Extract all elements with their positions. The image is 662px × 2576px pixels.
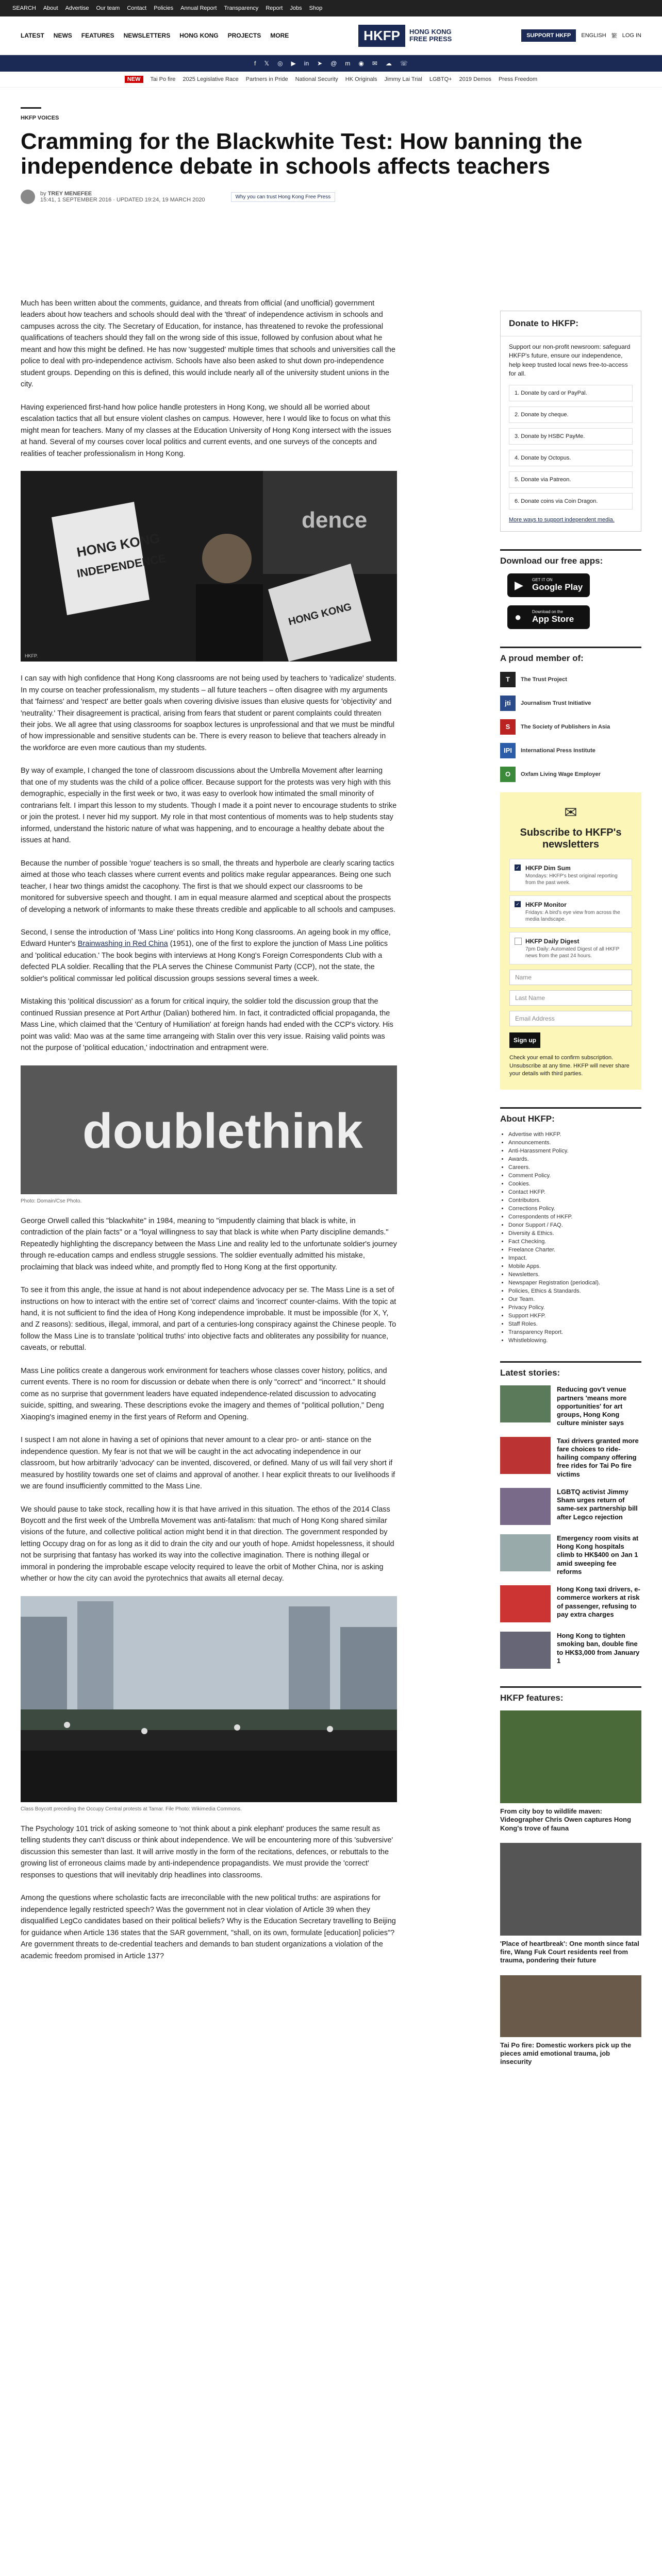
- paragraph: By way of example, I changed the tone of classroom discussions about the Umbrella Movement after learning that one of my students was the child of a police officer. Because support for the protests was very high with this demographic, especially in the first week or two, it was easy to overlook how intimated the small minority of contrarians felt. I impart this lesson to my students. Though I made it a point never to encourage students to strike or join the protest. I never hid my support. My role in that most contentious of moments was to help students stay informed, understand the historic nature of what was happening, and to encourage a healthy debate about the issues at hand.: [21, 767, 397, 845]
- member-org[interactable]: O Oxfam Living Wage Employer: [500, 767, 641, 782]
- article-title: Cramming for the Blackwhite Test: How banning the independence debate in schools affects teachers: [21, 129, 583, 179]
- latest-title: Latest stories:: [500, 1361, 641, 1378]
- about-link[interactable]: • Privacy Policy.: [508, 1304, 641, 1311]
- youtube-icon[interactable]: ▶: [291, 60, 296, 67]
- jobs-link[interactable]: Jobs: [290, 5, 302, 11]
- donate-option[interactable]: 3. Donate by HSBC PayMe.: [509, 428, 633, 445]
- donate-option[interactable]: 4. Donate by Octopus.: [509, 450, 633, 466]
- donate-title: Donate to HKFP:: [501, 311, 641, 336]
- about-link[interactable]: • Fact Checking.: [508, 1239, 641, 1245]
- nav-features[interactable]: FEATURES: [81, 32, 114, 39]
- story-thumbnail: [500, 1385, 551, 1422]
- apple-icon: ●: [515, 610, 522, 623]
- photo-caption: Class Boycott preceding the Occupy Central protests at Tamar. File Photo: Wikimedia Commons.: [21, 1806, 242, 1812]
- newsletter-option[interactable]: ✓ HKFP Monitor Fridays: A bird's eye view from across the media landscape.: [509, 895, 632, 928]
- member-org[interactable]: S The Society of Publishers in Asia: [500, 719, 641, 735]
- feature-image: [500, 1975, 641, 2037]
- threads-icon[interactable]: @: [330, 60, 337, 67]
- advertise-link[interactable]: Advertise: [65, 5, 89, 11]
- donate-intro: Support our non-profit newsroom: safeguard HKFP's future, ensure our independence, help keep trusted local news free-to-access for all.: [509, 343, 631, 378]
- trending-tags: [0, 72, 662, 88]
- paragraph: Mistaking this 'political discussion' as a forum for critical inquiry, the soldier told the discussion group that the continued Russian presence at Port Arthur (Dalian) bothered him. In fact, it contradicted official propaganda, the Mass Line, which claimed that the 'Century of Humiliation' at foreign hands had ended with the CCP's victory. His point was valid: Mao was at the same time arrangeing with Stalin over this very issue. Raising valid points was not the purpose of 'political education,' indoctrination and entrapment were.: [21, 997, 393, 1053]
- tag-link[interactable]: National Security: [295, 76, 338, 82]
- newsletter-option[interactable]: HKFP Daily Digest 7pm Daily: Automated Digest of all HKFP news from the past 24 hours.: [509, 932, 632, 964]
- doublethink-photo: [21, 1065, 397, 1194]
- mail-icon: ✉: [564, 804, 577, 821]
- about-link[interactable]: • Diversity & Ethics.: [508, 1230, 641, 1236]
- photo-credit: HKFP.: [25, 653, 38, 659]
- tag-link[interactable]: Press Freedom: [498, 76, 538, 82]
- ipi-icon: IPI: [500, 743, 516, 758]
- nav-hong-kong[interactable]: HONG KONG: [179, 32, 219, 39]
- checkbox-icon[interactable]: ✓: [515, 865, 521, 871]
- transparency-link[interactable]: Transparency: [224, 5, 259, 11]
- signup-button[interactable]: Sign up: [509, 1032, 540, 1048]
- paragraph: We should pause to take stock, recalling how it is that have arrived in this situation. The ethos of the 2014 Class Boycott and the first week of the Umbrella Movement was anti-fatalism: that much of Hong Kong shared similar visions of the future, and collective political action might bend it in that direction. The government responded by letting Occupy drag on for as long as it did to drain the city and our youth of hope. Amidst hopelessness, it should not be surprising that fantasy has worked its way into the collective imagination. There is nothing illegal or immoral in pondering the improbable escape velocity required to leave the orbit of Mother China, nor is asking whether or how the city can avoid the pyrotechnics that awaits all eternal decay.: [21, 1505, 394, 1583]
- about-link[interactable]: • Awards.: [508, 1156, 641, 1162]
- doublethink-photo-art: [21, 1065, 397, 1194]
- name-field[interactable]: Name: [509, 970, 632, 985]
- nav-more[interactable]: MORE: [270, 32, 289, 39]
- support-button[interactable]: SUPPORT HKFP: [521, 29, 576, 42]
- paragraph: The Psychology 101 trick of asking someone to 'not think about a pink elephant' produces the same result as telling students they can't discuss or think about independence. We will be encountering more of this 'subversive' discussion this semester than last. It will arrive mostly in the form of the recitations, defences, or rebuttals to the growing list of erroneous claims made by anti-independence propagandists. We must provide the 'correct' responses to questions that will inevitably drip headlines into classrooms.: [21, 1824, 393, 1879]
- about-link[interactable]: • Cookies.: [508, 1181, 641, 1187]
- nav-newsletters[interactable]: NEWSLETTERS: [123, 32, 171, 39]
- story-thumbnail: [500, 1585, 551, 1622]
- donate-option[interactable]: 6. Donate coins via Coin Dragon.: [509, 493, 633, 510]
- report-link[interactable]: Report: [266, 5, 283, 11]
- masthead: [0, 16, 662, 55]
- about-link[interactable]: • Corrections Policy.: [508, 1206, 641, 1212]
- features-title: HKFP features:: [500, 1686, 641, 1703]
- paragraph: I can say with high confidence that Hong Kong classrooms are not being used by teachers to 'radicalize' students. In my course on teacher professionalism, my students – all future teachers – often disagree with my arguments that 'fairness' and 'respect' are better goals when covering divisive issues than elusive quests for 'objectivity' and 'neutrality.' Their disagreement is practical, arising from fears that student or parent complaints could threaten their jobs. We all agree that using classrooms for soapbox lectures is unprofessional and that we must be mindful of how impressionable and sensitive students can be. There is every reason to believe that teachers already in the workforce are even more cautious than my students.: [21, 674, 396, 752]
- nav-latest[interactable]: LATEST: [21, 32, 44, 39]
- tag-link[interactable]: 2019 Demos: [459, 76, 491, 82]
- about-link[interactable]: • Staff Roles.: [508, 1321, 641, 1327]
- instagram-icon[interactable]: ◎: [277, 60, 283, 67]
- utility-bar: [0, 0, 662, 16]
- about-link[interactable]: • Newsletters.: [508, 1272, 641, 1278]
- subscribe-title: Subscribe to HKFP's newsletters: [520, 826, 622, 850]
- tag-link[interactable]: HK Originals: [345, 76, 377, 82]
- language-english[interactable]: ENGLISH: [581, 32, 606, 39]
- about-link[interactable]: • Comment Policy.: [508, 1173, 641, 1179]
- contact-link[interactable]: Contact: [127, 5, 147, 11]
- nav-projects[interactable]: PROJECTS: [227, 32, 261, 39]
- story-thumbnail: [500, 1534, 551, 1571]
- tag-link[interactable]: 2025 Legislative Race: [183, 76, 239, 82]
- subscribe-note: Check your email to confirm subscription. Unsubscribe at any time. HKFP will never share your details with third parties.: [509, 1054, 630, 1077]
- more-ways-link[interactable]: More ways to support independent media.: [509, 516, 615, 523]
- donate-options: [509, 385, 633, 510]
- paragraph: George Orwell called this "blackwhite" in 1984, meaning to "impudently claiming that black is white, in contradiction of the plain facts" or a "loyal willingness to say that black is white when Party discipline demands." Repeatedly highlighting the discrepancy between the Mass Line and reality led to the unfortunate soldier's journey through re-education camps and endless struggle sessions. The soldier eventually admitted his mistake, proclaiming that black was indeed white, and promptly fled to Hong Kong at the first opportunity.: [21, 1216, 397, 1272]
- protest-photo-art: [21, 471, 397, 662]
- policies-link[interactable]: Policies: [154, 5, 174, 11]
- latest-story[interactable]: Hong Kong taxi drivers, e-commerce workers at risk of passenger, refusing to pay extra charges: [500, 1585, 641, 1622]
- about-link[interactable]: • Newspaper Registration (periodical).: [508, 1280, 641, 1286]
- svg-text:HONG KONG: HONG KONG: [75, 530, 161, 560]
- about-link[interactable]: • Advertise with HKFP.: [508, 1131, 641, 1138]
- about-link[interactable]: • Correspondents of HKFP.: [508, 1214, 641, 1220]
- member-org[interactable]: jti Journalism Trust Initiative: [500, 696, 641, 711]
- latest-story[interactable]: Hong Kong to tighten smoking ban, double fine to HK$3,000 from January 1: [500, 1632, 641, 1669]
- apps-title: Download our free apps:: [500, 549, 641, 566]
- article-date: 15:41, 1 SEPTEMBER 2016 · UPDATED 19:24, 19 MARCH 2020: [40, 197, 205, 204]
- book-link[interactable]: Brainwashing in Red China: [77, 940, 168, 948]
- paragraph: Second, I sense the introduction of 'Mass Line' politics into Hong Kong classrooms. An ageing book in my office, Edward Hunter's Brainwashing in Red China (1951), one of the first to explore the junction of Mass Line politics and 'political education.' The book begins with interviews at Hong Kong's Foreign Correspondents Club with a defected PLA soldier. Recalling that the PLA serves the Chinese Communist Party (CCP), not the state, the soldier's political commissar led political discussion groups sessions several times a week.: [21, 928, 391, 983]
- about-link[interactable]: • Policies, Ethics & Standards.: [508, 1288, 641, 1294]
- language-chinese[interactable]: 繁: [611, 33, 617, 39]
- new-badge: NEW: [125, 76, 143, 83]
- photo-caption: Photo: Domain/Cse Photo.: [21, 1198, 82, 1204]
- mastodon-icon[interactable]: m: [345, 60, 351, 67]
- class-boycott-photo-art: [21, 1596, 397, 1802]
- nav-news[interactable]: NEWS: [53, 32, 72, 39]
- latest-story[interactable]: Reducing gov't venue partners 'means more opportunities' for art groups, Hong Kong culture minister says: [500, 1385, 641, 1427]
- latest-story[interactable]: Taxi drivers granted more fare choices to ride-hailing company offering free rides for Tai Po fire victims: [500, 1437, 641, 1479]
- member-org[interactable]: IPI International Press Institute: [500, 743, 641, 758]
- paragraph: Because the number of possible 'rogue' teachers is so small, the threats and hyperbole are clearly scaring tactics aimed at those who teach classes where current events and politics make regular appearances. Being one such teacher, I hear two things amidst the cacophony. The first is that we should expect our classrooms to be monitored for subversive speech and thought. I am in equal measure alarmed and sceptical about the prospects of developing a network of informants to make these threats credible and applicable to all schools and campuses.: [21, 859, 396, 914]
- protest-photo: [21, 471, 397, 662]
- donate-option[interactable]: 2. Donate by cheque.: [509, 406, 633, 423]
- about-link[interactable]: • Careers.: [508, 1164, 641, 1171]
- author-avatar: [21, 190, 35, 204]
- paragraph: Mass Line politics create a dangerous work environment for teachers whose classes cover history, politics, and current events. There is no room for discussion or debate when there is only "correct" and "incorrect." It should come as no surprise that government leaders have equated independence-related discussion to advocating suicide, spitting, and swearing. These descriptions evoke the imagery and themes of "political pollution," Deng Xiaoping's imagined enemy in the first years of Reform and Opening.: [21, 1366, 387, 1421]
- about-link[interactable]: • Mobile Apps.: [508, 1263, 641, 1269]
- tag-link[interactable]: Jimmy Lai Trial: [384, 76, 422, 82]
- author-name[interactable]: TREY MENEFEE: [47, 191, 92, 197]
- tag-link[interactable]: LGBTQ+: [429, 76, 452, 82]
- sopa-icon: S: [500, 719, 516, 735]
- sidebar: [500, 311, 641, 2076]
- feature-story[interactable]: Tai Po fire: Domestic workers pick up the pieces amid emotional trauma, job insecurity: [500, 1975, 641, 2066]
- donate-box: [500, 311, 641, 532]
- about-link[interactable]: • Anti-Harassment Policy.: [508, 1148, 641, 1154]
- byline: [21, 190, 641, 204]
- facebook-icon[interactable]: f: [254, 60, 256, 67]
- svg-text:INDEPENDENCE: INDEPENDENCE: [76, 551, 167, 580]
- social-bar: [0, 55, 662, 72]
- about-link[interactable]: • Support HKFP.: [508, 1313, 641, 1319]
- app-store-badge[interactable]: ● Download on the App Store: [507, 605, 590, 629]
- checkbox-icon[interactable]: [515, 938, 522, 945]
- about-link[interactable]: • Freelance Charter.: [508, 1247, 641, 1253]
- story-thumbnail: [500, 1632, 551, 1669]
- our-team-link[interactable]: Our team: [96, 5, 120, 11]
- svg-text:dence: dence: [302, 507, 368, 533]
- feature-story[interactable]: From city boy to wildlife maven: Videographer Chris Owen captures Hong Kong's trove of fauna: [500, 1710, 641, 1833]
- last-name-field[interactable]: Last Name: [509, 990, 632, 1006]
- photo-graffiti-text: doublethink: [82, 1103, 363, 1159]
- logo-text: HONG KONG FREE PRESS: [409, 27, 452, 43]
- latest-story[interactable]: Emergency room visits at Hong Kong hospitals climb to HK$400 on Jan 1 amid sweeping fee reforms: [500, 1534, 641, 1576]
- story-thumbnail: [500, 1488, 551, 1525]
- search-link[interactable]: SEARCH: [12, 5, 36, 11]
- checkbox-icon[interactable]: ✓: [515, 901, 521, 907]
- newsletter-option[interactable]: ✓ HKFP Dim Sum Mondays: HKFP's best original reporting from the past week.: [509, 859, 632, 891]
- site-logo[interactable]: [358, 25, 452, 47]
- about-title: About HKFP:: [500, 1107, 641, 1124]
- donate-option[interactable]: 1. Donate by card or PayPal.: [509, 385, 633, 401]
- about-list: [500, 1131, 641, 1344]
- email-field[interactable]: Email Address: [509, 1011, 632, 1026]
- shop-link[interactable]: Shop: [309, 5, 323, 11]
- donate-option[interactable]: 5. Donate via Patreon.: [509, 471, 633, 488]
- feature-image: [500, 1843, 641, 1936]
- about-link[interactable]: • Contributors.: [508, 1197, 641, 1204]
- feature-story[interactable]: 'Place of heartbreak': One month since fatal fire, Wang Fuk Court residents reel from trauma, pondering their future: [500, 1843, 641, 1965]
- newsletter-signup: [500, 792, 641, 1090]
- paragraph: Much has been written about the comments, guidance, and threats from official (and unofficial) government leaders about how teachers and schools should deal with the 'threat' of independence activism in schools and campuses across the city. The Secretary of Education, for instance, has threatened to revoke the professional qualifications of teachers should they fall on the wrong side of this issue, followed by confusion about what he meant and how this might be defined. He has now 'suggested' multiple times that schools and universities call the police to deal with pro-independence activism. Schools have also been asked to shut down pro-independence student groups. Depending on this is defined, this would include nearly all of the university student unions in the city.: [21, 299, 395, 389]
- paragraph: Having experienced first-hand how police handle protesters in Hong Kong, we should all be worried about escalation tactics that all but ensure violent clashes on campus. However, here I would like to focus on what this might mean for teachers. Many of my classes at the Education University of Hong Kong intersect with the issues at hand. Several of my courses cover local politics and current events, and one surveys of the concepts and realities of teacher professionalism in Hong Kong.: [21, 403, 391, 458]
- logo-mark: HKFP: [358, 25, 405, 47]
- whatsapp-icon[interactable]: ☏: [400, 60, 408, 67]
- about-link[interactable]: About: [43, 5, 58, 11]
- bluesky-icon[interactable]: ☁: [385, 60, 392, 67]
- article-kicker[interactable]: HKFP VOICES: [21, 107, 641, 121]
- email-icon[interactable]: ✉: [372, 60, 377, 67]
- latest-story[interactable]: LGBTQ activist Jimmy Sham urges return of same-sex partnership bill after Legco rejection: [500, 1488, 641, 1525]
- paragraph: I suspect I am not alone in having a set of opinions that never amount to a clear pro- or anti- stance on the independence question. My fear is not that we will be caught in the act advocating independence in our classroom, but how arbitrarily 'advocacy' can be invented, discovered, or defined. Many of us will fail very short if measured by hostility towards one set of claims and approval of another. I hear explicit threats to our livelihoods if we are found insufficiently committed to the Mass Line.: [21, 1436, 395, 1491]
- play-icon: ▶: [515, 578, 523, 591]
- masthead-actions: [521, 29, 641, 42]
- about-link[interactable]: • Our Team.: [508, 1296, 641, 1302]
- about-link[interactable]: • Donor Support / FAQ.: [508, 1222, 641, 1228]
- login-link[interactable]: LOG IN: [622, 32, 641, 39]
- member-title: A proud member of:: [500, 647, 641, 664]
- class-boycott-photo: [21, 1596, 397, 1802]
- linkedin-icon[interactable]: in: [304, 60, 309, 67]
- svg-text:HONG KONG: HONG KONG: [287, 601, 353, 628]
- member-org[interactable]: T The Trust Project: [500, 672, 641, 687]
- by-label: by: [40, 191, 46, 197]
- rss-icon[interactable]: ◉: [358, 60, 364, 67]
- about-link[interactable]: • Transparency Report.: [508, 1329, 641, 1335]
- telegram-icon[interactable]: ➤: [317, 60, 323, 67]
- about-link[interactable]: • Announcements.: [508, 1140, 641, 1146]
- paragraph: Among the questions where scholastic facts are irreconcilable with the new political truths: are aspirations for independence legally restricted speech? Was the government not in clear violation of Article 39 when they disqualified LegCo candidates based on their political beliefs? Why is the Education Secretary travelling to Beijing for guidance when Article 136 states that the SAR government, "shall, on its own, formulate [education] policies"? Are government threats to de-credential teachers and demands to ban student organizations a violation of the academic freedom promised in Article 137?: [21, 1894, 396, 1960]
- paragraph: To see it from this angle, the issue at hand is not about independence advocacy per se. The Mass Line is a set of instructions on how to interact with the entire set of 'correct' claims and 'incorrect' counter-claims. With the topic at hand, it is not sufficient to find the idea of Hong Kong independence improbable. It must be impossible (for X, Y, and Z reasons): seditious, illegal, immoral, and part of a centuries-long conspiracy against the Chinese people. To follow the Mass Line is to translate 'political truths' into objective facts and obliterates any possibility for nuance, caveats, or rebuttal.: [21, 1286, 396, 1352]
- tag-link[interactable]: Partners in Pride: [245, 76, 288, 82]
- trust-project-icon: T: [500, 672, 516, 687]
- tag-link[interactable]: Tai Po fire: [150, 76, 176, 82]
- oxfam-icon: O: [500, 767, 516, 782]
- main-nav: [21, 32, 289, 39]
- twitter-icon[interactable]: 𝕏: [264, 60, 270, 67]
- annual-report-link[interactable]: Annual Report: [180, 5, 217, 11]
- trust-link[interactable]: Why you can trust Hong Kong Free Press: [231, 192, 336, 202]
- feature-image: [500, 1710, 641, 1803]
- jti-icon: jti: [500, 696, 516, 711]
- about-link[interactable]: • Impact.: [508, 1255, 641, 1261]
- story-thumbnail: [500, 1437, 551, 1474]
- about-link[interactable]: • Contact HKFP.: [508, 1189, 641, 1195]
- about-link[interactable]: • Whistleblowing.: [508, 1337, 641, 1344]
- article-body: [21, 298, 397, 1973]
- article-wrapper: [21, 107, 641, 2066]
- google-play-badge[interactable]: ▶ GET IT ON Google Play: [507, 573, 590, 597]
